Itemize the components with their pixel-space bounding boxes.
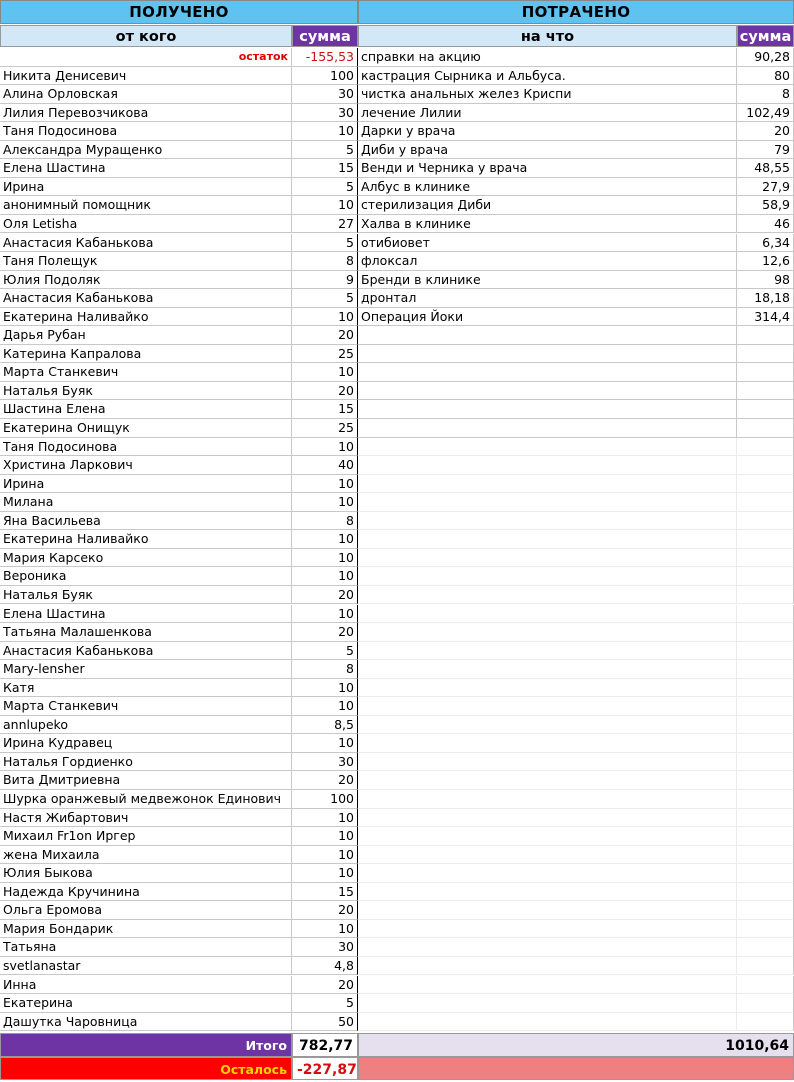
table-row: [0, 697, 794, 716]
donor-amount-cell[interactable]: 5: [292, 642, 358, 661]
empty-cell[interactable]: [358, 567, 737, 586]
table-row: [0, 122, 794, 141]
donor-amount-cell[interactable]: 20: [292, 382, 358, 401]
donor-amount-cell[interactable]: 100: [292, 790, 358, 809]
empty-cell[interactable]: [737, 642, 794, 661]
empty-cell[interactable]: [358, 493, 737, 512]
empty-cell[interactable]: [358, 679, 737, 698]
donor-name-cell[interactable]: Шурка оранжевый медвежонок Единович: [0, 790, 292, 809]
donor-amount-cell[interactable]: 10: [292, 567, 358, 586]
donor-name-cell[interactable]: Настя Жибартович: [0, 809, 292, 828]
table-row: [0, 345, 794, 364]
expense-amount-cell[interactable]: 58,9: [737, 196, 794, 215]
table-row: [0, 660, 794, 679]
donor-amount-cell[interactable]: 27: [292, 215, 358, 234]
empty-cell[interactable]: [737, 771, 794, 790]
donor-name-cell[interactable]: Катя: [0, 679, 292, 698]
empty-cell[interactable]: [737, 419, 794, 438]
donor-name-cell[interactable]: Юлия Подоляк: [0, 271, 292, 290]
empty-cell[interactable]: [358, 512, 737, 531]
table-row: [0, 104, 794, 123]
empty-cell[interactable]: [358, 549, 737, 568]
col-sum-spent: сумма: [737, 25, 794, 47]
empty-cell[interactable]: [737, 623, 794, 642]
donor-name-cell[interactable]: Таня Подосинова: [0, 438, 292, 457]
donor-amount-cell[interactable]: 20: [292, 771, 358, 790]
donor-amount-cell[interactable]: 20: [292, 326, 358, 345]
table-row: [0, 67, 794, 86]
empty-cell[interactable]: [358, 363, 737, 382]
donor-amount-cell[interactable]: 4,8: [292, 957, 358, 976]
donor-name-cell[interactable]: Наталья Буяк: [0, 586, 292, 605]
col-from-whom: от кого: [0, 25, 292, 47]
empty-cell[interactable]: [737, 345, 794, 364]
table-row: [0, 382, 794, 401]
table-row: [0, 809, 794, 828]
table-row: [0, 1013, 794, 1032]
donor-name-cell[interactable]: анонимный помощник: [0, 196, 292, 215]
donor-name-cell[interactable]: Дашутка Чаровница: [0, 1013, 292, 1032]
empty-cell[interactable]: [737, 382, 794, 401]
balance-fill: [358, 1057, 794, 1080]
donor-name-cell[interactable]: Никита Денисевич: [0, 67, 292, 86]
empty-cell[interactable]: [358, 994, 737, 1013]
table-row: [0, 549, 794, 568]
donor-amount-cell[interactable]: 25: [292, 419, 358, 438]
expense-amount-cell[interactable]: 46: [737, 215, 794, 234]
donor-amount-cell[interactable]: 15: [292, 400, 358, 419]
empty-cell[interactable]: [737, 846, 794, 865]
donor-amount-cell[interactable]: 5: [292, 234, 358, 253]
donor-name-cell[interactable]: Ольга Еромова: [0, 901, 292, 920]
donor-amount-cell[interactable]: 10: [292, 363, 358, 382]
balance-row: [0, 1057, 794, 1080]
empty-cell[interactable]: [737, 456, 794, 475]
donor-amount-cell[interactable]: 30: [292, 938, 358, 957]
donor-name-cell[interactable]: Ирина: [0, 475, 292, 494]
expense-amount-cell[interactable]: 6,34: [737, 234, 794, 253]
donor-name-cell[interactable]: annlupeko: [0, 716, 292, 735]
expense-amount-cell[interactable]: 79: [737, 141, 794, 160]
donor-name-cell[interactable]: Дарья Рубан: [0, 326, 292, 345]
empty-cell[interactable]: [737, 753, 794, 772]
donor-amount-cell[interactable]: 10: [292, 809, 358, 828]
donor-name-cell[interactable]: Оля Letisha: [0, 215, 292, 234]
empty-cell[interactable]: [358, 326, 737, 345]
empty-cell[interactable]: [737, 957, 794, 976]
donor-name-cell[interactable]: Наталья Гордиенко: [0, 753, 292, 772]
expense-amount-cell[interactable]: 90,28: [737, 48, 794, 67]
table-row: [0, 400, 794, 419]
table-row: [0, 938, 794, 957]
empty-cell[interactable]: [358, 400, 737, 419]
table-row: [0, 771, 794, 790]
donor-name-cell[interactable]: жена Михаила: [0, 846, 292, 865]
donor-name-cell[interactable]: Екатерина: [0, 994, 292, 1013]
header-spent: ПОТРАЧЕНО: [358, 0, 794, 24]
total-received: 782,77: [292, 1033, 358, 1057]
empty-cell[interactable]: [737, 586, 794, 605]
empty-cell[interactable]: [737, 326, 794, 345]
donor-name-cell[interactable]: Татьяна Малашенкова: [0, 623, 292, 642]
empty-cell[interactable]: [358, 438, 737, 457]
empty-cell[interactable]: [358, 734, 737, 753]
table-row: [0, 512, 794, 531]
donor-name-cell[interactable]: Шастина Елена: [0, 400, 292, 419]
donor-amount-cell[interactable]: 10: [292, 308, 358, 327]
empty-cell[interactable]: [358, 605, 737, 624]
expense-item-cell[interactable]: чистка анальных желез Криспи: [358, 85, 737, 104]
donor-amount-cell[interactable]: 30: [292, 753, 358, 772]
expense-item-cell[interactable]: Операция Йоки: [358, 308, 737, 327]
expense-item-cell[interactable]: Бренди в клинике: [358, 271, 737, 290]
expense-amount-cell[interactable]: 20: [737, 122, 794, 141]
empty-cell[interactable]: [358, 790, 737, 809]
table-row: [0, 178, 794, 197]
empty-cell[interactable]: [358, 771, 737, 790]
table-row: [0, 215, 794, 234]
table-row: [0, 716, 794, 735]
donor-amount-cell[interactable]: 9: [292, 271, 358, 290]
total-spent: 1010,64: [358, 1033, 794, 1057]
empty-cell[interactable]: [358, 475, 737, 494]
empty-cell[interactable]: [358, 419, 737, 438]
table-row: [0, 642, 794, 661]
empty-cell[interactable]: [737, 976, 794, 995]
empty-cell[interactable]: [737, 697, 794, 716]
col-on-what: на что: [358, 25, 737, 47]
table-row: [0, 159, 794, 178]
donor-name-cell[interactable]: Марта Станкевич: [0, 697, 292, 716]
table-row: [0, 308, 794, 327]
donor-name-cell[interactable]: Марта Станкевич: [0, 363, 292, 382]
empty-cell[interactable]: [737, 901, 794, 920]
table-row: [0, 530, 794, 549]
donor-amount-cell[interactable]: 10: [292, 864, 358, 883]
donor-amount-cell[interactable]: 20: [292, 976, 358, 995]
donor-name-cell[interactable]: Александра Муращенко: [0, 141, 292, 160]
balance-value: -227,87: [292, 1057, 358, 1080]
donor-name-cell[interactable]: Анастасия Кабанькова: [0, 642, 292, 661]
empty-cell[interactable]: [737, 438, 794, 457]
empty-cell[interactable]: [737, 864, 794, 883]
donor-amount-cell[interactable]: 8: [292, 512, 358, 531]
table-row: [0, 901, 794, 920]
expense-item-cell[interactable]: справки на акцию: [358, 48, 737, 67]
donor-amount-cell[interactable]: 5: [292, 994, 358, 1013]
empty-cell[interactable]: [358, 976, 737, 995]
donor-amount-cell[interactable]: 10: [292, 475, 358, 494]
table-row: [0, 567, 794, 586]
empty-cell[interactable]: [737, 734, 794, 753]
expense-amount-cell[interactable]: 314,4: [737, 308, 794, 327]
table-row: [0, 920, 794, 939]
donor-amount-cell[interactable]: 10: [292, 438, 358, 457]
table-row: [0, 438, 794, 457]
donor-name-cell[interactable]: Катерина Капралова: [0, 345, 292, 364]
section-header-row: [0, 0, 794, 24]
table-row: [0, 957, 794, 976]
donor-name-cell[interactable]: Елена Шастина: [0, 605, 292, 624]
expense-item-cell[interactable]: лечение Лилии: [358, 104, 737, 123]
donor-name-cell[interactable]: Mary-lensher: [0, 660, 292, 679]
donor-amount-cell[interactable]: 10: [292, 846, 358, 865]
donor-amount-cell[interactable]: 5: [292, 289, 358, 308]
donor-amount-cell[interactable]: 40: [292, 456, 358, 475]
donor-name-cell[interactable]: Яна Васильева: [0, 512, 292, 531]
table-row: [0, 994, 794, 1013]
table-row: [0, 753, 794, 772]
donor-name-cell[interactable]: Вита Дмитриевна: [0, 771, 292, 790]
donor-name-cell[interactable]: Надежда Кручинина: [0, 883, 292, 902]
donor-amount-cell[interactable]: 20: [292, 623, 358, 642]
empty-cell[interactable]: [737, 660, 794, 679]
empty-cell[interactable]: [358, 957, 737, 976]
table-row: [0, 363, 794, 382]
donor-name-cell[interactable]: Алина Орловская: [0, 85, 292, 104]
table-row: [0, 864, 794, 883]
donor-amount-cell[interactable]: 5: [292, 141, 358, 160]
totals-row: [0, 1033, 794, 1057]
empty-cell[interactable]: [358, 586, 737, 605]
donor-amount-cell[interactable]: 30: [292, 85, 358, 104]
empty-cell[interactable]: [737, 920, 794, 939]
donor-amount-cell[interactable]: 8: [292, 252, 358, 271]
empty-cell[interactable]: [737, 549, 794, 568]
empty-cell[interactable]: [737, 475, 794, 494]
donor-name-cell[interactable]: Анастасия Кабанькова: [0, 289, 292, 308]
expense-item-cell[interactable]: дронтал: [358, 289, 737, 308]
expense-amount-cell[interactable]: 27,9: [737, 178, 794, 197]
empty-cell[interactable]: [358, 697, 737, 716]
donor-name-cell[interactable]: Татьяна: [0, 938, 292, 957]
donor-amount-cell[interactable]: 15: [292, 159, 358, 178]
expense-item-cell[interactable]: кастрация Сырника и Альбуса.: [358, 67, 737, 86]
donor-name-cell[interactable]: Таня Полещук: [0, 252, 292, 271]
empty-cell[interactable]: [737, 363, 794, 382]
donor-name-cell[interactable]: Елена Шастина: [0, 159, 292, 178]
donor-amount-cell[interactable]: 50: [292, 1013, 358, 1032]
empty-cell[interactable]: [358, 753, 737, 772]
donor-amount-cell[interactable]: 10: [292, 734, 358, 753]
table-row: [0, 326, 794, 345]
donor-name-cell[interactable]: Екатерина Наливайко: [0, 530, 292, 549]
empty-cell[interactable]: [737, 679, 794, 698]
donor-name-cell[interactable]: Мария Карсеко: [0, 549, 292, 568]
total-label: Итого: [0, 1033, 292, 1057]
table-row: [0, 234, 794, 253]
donor-amount-cell[interactable]: 5: [292, 178, 358, 197]
col-sum-received: сумма: [292, 25, 358, 47]
expense-amount-cell[interactable]: 98: [737, 271, 794, 290]
empty-cell[interactable]: [737, 938, 794, 957]
remainder-row: [0, 48, 794, 67]
donor-amount-cell[interactable]: 20: [292, 586, 358, 605]
empty-cell[interactable]: [358, 530, 737, 549]
donor-name-cell[interactable]: Юлия Быкова: [0, 864, 292, 883]
expense-item-cell[interactable]: Диби у врача: [358, 141, 737, 160]
empty-cell[interactable]: [358, 382, 737, 401]
table-row: [0, 456, 794, 475]
donor-name-cell[interactable]: Анастасия Кабанькова: [0, 234, 292, 253]
empty-cell[interactable]: [358, 901, 737, 920]
table-row: [0, 141, 794, 160]
empty-cell[interactable]: [358, 456, 737, 475]
empty-cell[interactable]: [737, 994, 794, 1013]
donor-name-cell[interactable]: Ирина: [0, 178, 292, 197]
expense-item-cell[interactable]: стерилизация Диби: [358, 196, 737, 215]
empty-cell[interactable]: [737, 790, 794, 809]
donor-amount-cell[interactable]: 15: [292, 883, 358, 902]
donor-name-cell[interactable]: Вероника: [0, 567, 292, 586]
empty-cell[interactable]: [358, 623, 737, 642]
empty-cell[interactable]: [358, 864, 737, 883]
empty-cell[interactable]: [737, 716, 794, 735]
donor-name-cell[interactable]: Христина Ларкович: [0, 456, 292, 475]
donor-amount-cell[interactable]: 10: [292, 679, 358, 698]
donor-amount-cell[interactable]: 20: [292, 901, 358, 920]
empty-cell[interactable]: [737, 605, 794, 624]
donor-name-cell[interactable]: Наталья Буяк: [0, 382, 292, 401]
expense-amount-cell[interactable]: 102,49: [737, 104, 794, 123]
donor-amount-cell[interactable]: 10: [292, 196, 358, 215]
table-row: [0, 883, 794, 902]
donor-amount-cell[interactable]: 10: [292, 697, 358, 716]
table-row: [0, 734, 794, 753]
empty-cell[interactable]: [737, 1013, 794, 1032]
donor-name-cell[interactable]: Лилия Перевозчикова: [0, 104, 292, 123]
donor-amount-cell[interactable]: 10: [292, 920, 358, 939]
empty-cell[interactable]: [737, 827, 794, 846]
table-row: [0, 85, 794, 104]
empty-cell[interactable]: [358, 345, 737, 364]
donor-amount-cell[interactable]: 30: [292, 104, 358, 123]
donor-name-cell[interactable]: Инна: [0, 976, 292, 995]
header-received: ПОЛУЧЕНО: [0, 0, 358, 24]
donor-name-cell[interactable]: Таня Подосинова: [0, 122, 292, 141]
remainder-label: остаток: [238, 50, 288, 63]
balance-label: Осталось: [0, 1057, 292, 1080]
expense-item-cell[interactable]: Дарки у врача: [358, 122, 737, 141]
expense-amount-cell[interactable]: 12,6: [737, 252, 794, 271]
donor-amount-cell[interactable]: 8,5: [292, 716, 358, 735]
donor-amount-cell[interactable]: 10: [292, 493, 358, 512]
empty-cell[interactable]: [737, 512, 794, 531]
table-row: [0, 790, 794, 809]
donor-name-cell[interactable]: Михаил Fr1on Иргер: [0, 827, 292, 846]
empty-cell[interactable]: [358, 1013, 737, 1032]
empty-cell[interactable]: [737, 493, 794, 512]
donor-amount-cell[interactable]: 8: [292, 660, 358, 679]
table-row: [0, 252, 794, 271]
remainder-value[interactable]: -155,53: [292, 48, 358, 67]
table-row: [0, 475, 794, 494]
donor-name-cell[interactable]: Екатерина Онищук: [0, 419, 292, 438]
remainder-label-cell[interactable]: [0, 48, 292, 67]
table-row: [0, 623, 794, 642]
empty-cell[interactable]: [737, 567, 794, 586]
table-row: [0, 289, 794, 308]
table-row: [0, 196, 794, 215]
donor-name-cell[interactable]: svetlanastar: [0, 957, 292, 976]
empty-cell[interactable]: [358, 846, 737, 865]
empty-cell[interactable]: [737, 400, 794, 419]
empty-cell[interactable]: [358, 716, 737, 735]
empty-cell[interactable]: [358, 642, 737, 661]
table-row: [0, 493, 794, 512]
empty-cell[interactable]: [358, 920, 737, 939]
table-row: [0, 271, 794, 290]
table-row: [0, 679, 794, 698]
empty-cell[interactable]: [358, 809, 737, 828]
expense-item-cell[interactable]: Албус в клинике: [358, 178, 737, 197]
empty-cell[interactable]: [358, 827, 737, 846]
empty-cell[interactable]: [358, 883, 737, 902]
table-row: [0, 605, 794, 624]
expense-amount-cell[interactable]: 48,55: [737, 159, 794, 178]
expense-item-cell[interactable]: Халва в клинике: [358, 215, 737, 234]
donor-name-cell[interactable]: Мария Бондарик: [0, 920, 292, 939]
expense-item-cell[interactable]: флоксал: [358, 252, 737, 271]
empty-cell[interactable]: [358, 938, 737, 957]
expense-amount-cell[interactable]: 80: [737, 67, 794, 86]
donor-name-cell[interactable]: Екатерина Наливайко: [0, 308, 292, 327]
empty-cell[interactable]: [737, 883, 794, 902]
table-row: [0, 846, 794, 865]
donor-amount-cell[interactable]: 100: [292, 67, 358, 86]
column-header-row: [0, 25, 794, 47]
table-row: [0, 827, 794, 846]
empty-cell[interactable]: [737, 530, 794, 549]
empty-cell[interactable]: [737, 809, 794, 828]
table-row: [0, 976, 794, 995]
expense-item-cell[interactable]: Венди и Черника у врача: [358, 159, 737, 178]
donor-amount-cell[interactable]: 10: [292, 827, 358, 846]
donor-name-cell[interactable]: Милана: [0, 493, 292, 512]
expense-item-cell[interactable]: отибиовет: [358, 234, 737, 253]
expense-amount-cell[interactable]: 18,18: [737, 289, 794, 308]
donor-amount-cell[interactable]: 25: [292, 345, 358, 364]
donor-amount-cell[interactable]: 10: [292, 530, 358, 549]
donor-amount-cell[interactable]: 10: [292, 122, 358, 141]
donor-amount-cell[interactable]: 10: [292, 605, 358, 624]
expense-amount-cell[interactable]: 8: [737, 85, 794, 104]
empty-cell[interactable]: [358, 660, 737, 679]
donor-name-cell[interactable]: Ирина Кудравец: [0, 734, 292, 753]
donor-amount-cell[interactable]: 10: [292, 549, 358, 568]
table-row: [0, 419, 794, 438]
table-row: [0, 586, 794, 605]
